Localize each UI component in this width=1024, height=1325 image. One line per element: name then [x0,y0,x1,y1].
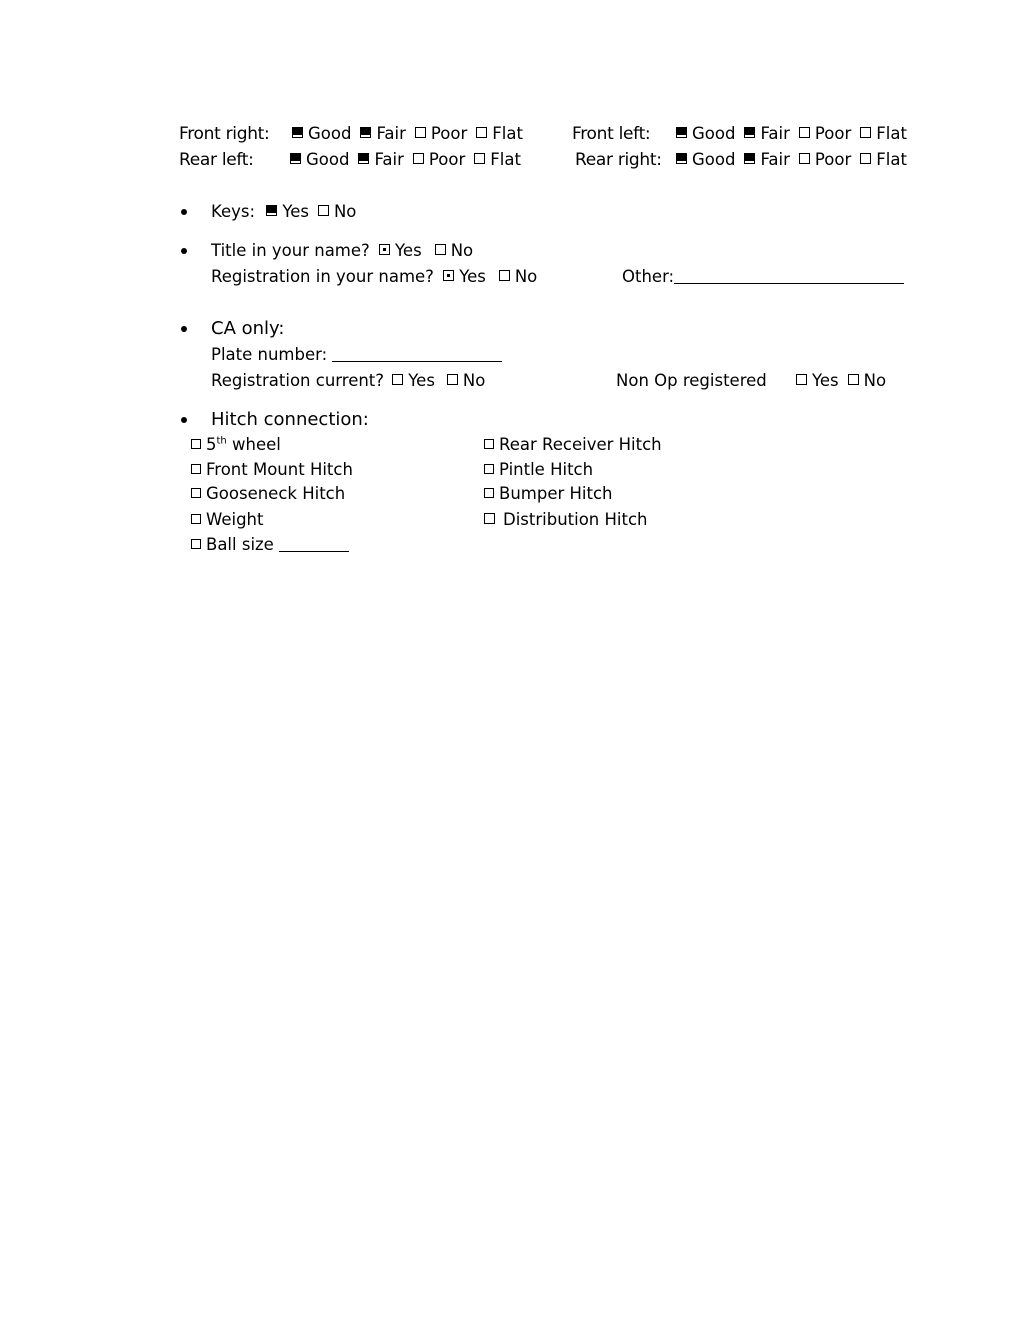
non-op-no[interactable]: No [848,371,886,390]
checkbox-checked-icon[interactable] [290,153,301,164]
hitch-ball-size[interactable]: Ball size [191,535,349,554]
checkbox-icon[interactable] [484,439,494,449]
keys-yes[interactable]: Yes [266,202,309,221]
rear-left-fair[interactable]: Fair [358,150,403,169]
rear-left-options [290,150,530,169]
non-op-yes[interactable]: Yes [796,371,839,390]
rear-right-flat[interactable]: Flat [860,150,907,169]
bullet-icon [181,326,187,332]
registration-label: Registration in your name? [211,267,434,286]
plate-number-field[interactable] [332,361,502,362]
checkbox-icon[interactable] [413,153,424,164]
checkbox-icon[interactable] [860,127,871,138]
hitch-distribution[interactable]: Distribution Hitch [484,510,648,529]
rear-left-label: Rear left: [179,150,254,170]
checkbox-icon[interactable] [499,270,510,281]
checkbox-icon[interactable] [392,374,403,385]
plate-row [211,345,502,364]
checkbox-icon[interactable] [435,244,446,255]
front-right-good[interactable]: Good [292,124,351,143]
non-op-options [796,371,895,390]
hitch-weight[interactable]: Weight [191,510,263,529]
other-label: Other: [622,267,675,286]
front-right-fair[interactable]: Fair [360,124,405,143]
title-row [211,241,482,260]
hitch-5th-wheel[interactable]: 5th wheel [191,435,281,454]
checkbox-checked-icon[interactable] [358,153,369,164]
rear-right-options [676,150,916,169]
reg-current-label: Registration current? [211,371,385,390]
front-left-flat[interactable]: Flat [860,124,907,143]
checkbox-icon[interactable] [447,374,458,385]
keys-label: Keys: [211,202,256,221]
checkbox-icon[interactable] [799,153,810,164]
other-row [622,267,904,286]
checkbox-icon[interactable] [848,374,859,385]
rear-right-label: Rear right: [575,150,662,170]
checkbox-checked-icon[interactable] [744,127,755,138]
checkbox-icon[interactable] [796,374,807,385]
front-left-label: Front left: [572,124,651,144]
rear-left-poor[interactable]: Poor [413,150,465,169]
checkbox-checked-icon[interactable] [676,153,687,164]
hitch-bumper[interactable]: Bumper Hitch [484,484,613,503]
hitch-front-mount[interactable]: Front Mount Hitch [191,460,353,479]
rear-right-poor[interactable]: Poor [799,150,851,169]
front-right-label: Front right: [179,124,270,144]
checkbox-icon[interactable] [191,439,201,449]
hitch-rear-receiver[interactable]: Rear Receiver Hitch [484,435,662,454]
rear-right-fair[interactable]: Fair [744,150,789,169]
checkbox-icon[interactable] [415,127,426,138]
checkbox-icon[interactable] [484,464,494,474]
checkbox-icon[interactable] [799,127,810,138]
checkbox-checked-icon[interactable] [744,153,755,164]
front-right-options [292,124,532,143]
checkbox-dot-icon[interactable] [443,270,454,281]
checkbox-checked-icon[interactable] [360,127,371,138]
reg-current-row [211,371,494,390]
registration-yes[interactable]: Yes [443,267,486,286]
rear-left-flat[interactable]: Flat [474,150,521,169]
checkbox-icon[interactable] [860,153,871,164]
rear-left-good[interactable]: Good [290,150,349,169]
non-op-label: Non Op registered [616,371,767,390]
registration-row [211,267,546,286]
front-left-good[interactable]: Good [676,124,735,143]
title-no[interactable]: No [435,241,473,260]
hitch-pintle[interactable]: Pintle Hitch [484,460,593,479]
reg-current-no[interactable]: No [447,371,485,390]
bullet-icon [181,417,187,423]
checkbox-checked-icon[interactable] [292,127,303,138]
ball-size-field[interactable] [279,551,349,552]
keys-row [211,202,365,221]
front-left-fair[interactable]: Fair [744,124,789,143]
checkbox-icon[interactable] [191,464,201,474]
reg-current-yes[interactable]: Yes [392,371,435,390]
rear-right-good[interactable]: Good [676,150,735,169]
checkbox-dot-icon[interactable] [379,244,390,255]
checkbox-icon[interactable] [318,205,329,216]
front-left-poor[interactable]: Poor [799,124,851,143]
title-yes[interactable]: Yes [379,241,422,260]
registration-no[interactable]: No [499,267,537,286]
ca-only-heading: CA only: [211,318,285,339]
checkbox-checked-icon[interactable] [266,205,277,216]
plate-label: Plate number: [211,345,328,364]
keys-no[interactable]: No [318,202,356,221]
checkbox-icon[interactable] [476,127,487,138]
checkbox-icon[interactable] [191,514,201,524]
title-label: Title in your name? [211,241,370,260]
checkbox-icon[interactable] [191,539,201,549]
checkbox-icon[interactable] [474,153,485,164]
front-right-poor[interactable]: Poor [415,124,467,143]
hitch-heading: Hitch connection: [211,409,369,430]
bullet-icon [181,248,187,254]
front-left-options [676,124,916,143]
hitch-gooseneck[interactable]: Gooseneck Hitch [191,484,345,503]
front-right-flat[interactable]: Flat [476,124,523,143]
checkbox-icon[interactable] [484,513,495,524]
checkbox-icon[interactable] [191,488,201,498]
checkbox-icon[interactable] [484,488,494,498]
checkbox-checked-icon[interactable] [676,127,687,138]
bullet-icon [181,209,187,215]
other-field[interactable] [674,283,904,284]
